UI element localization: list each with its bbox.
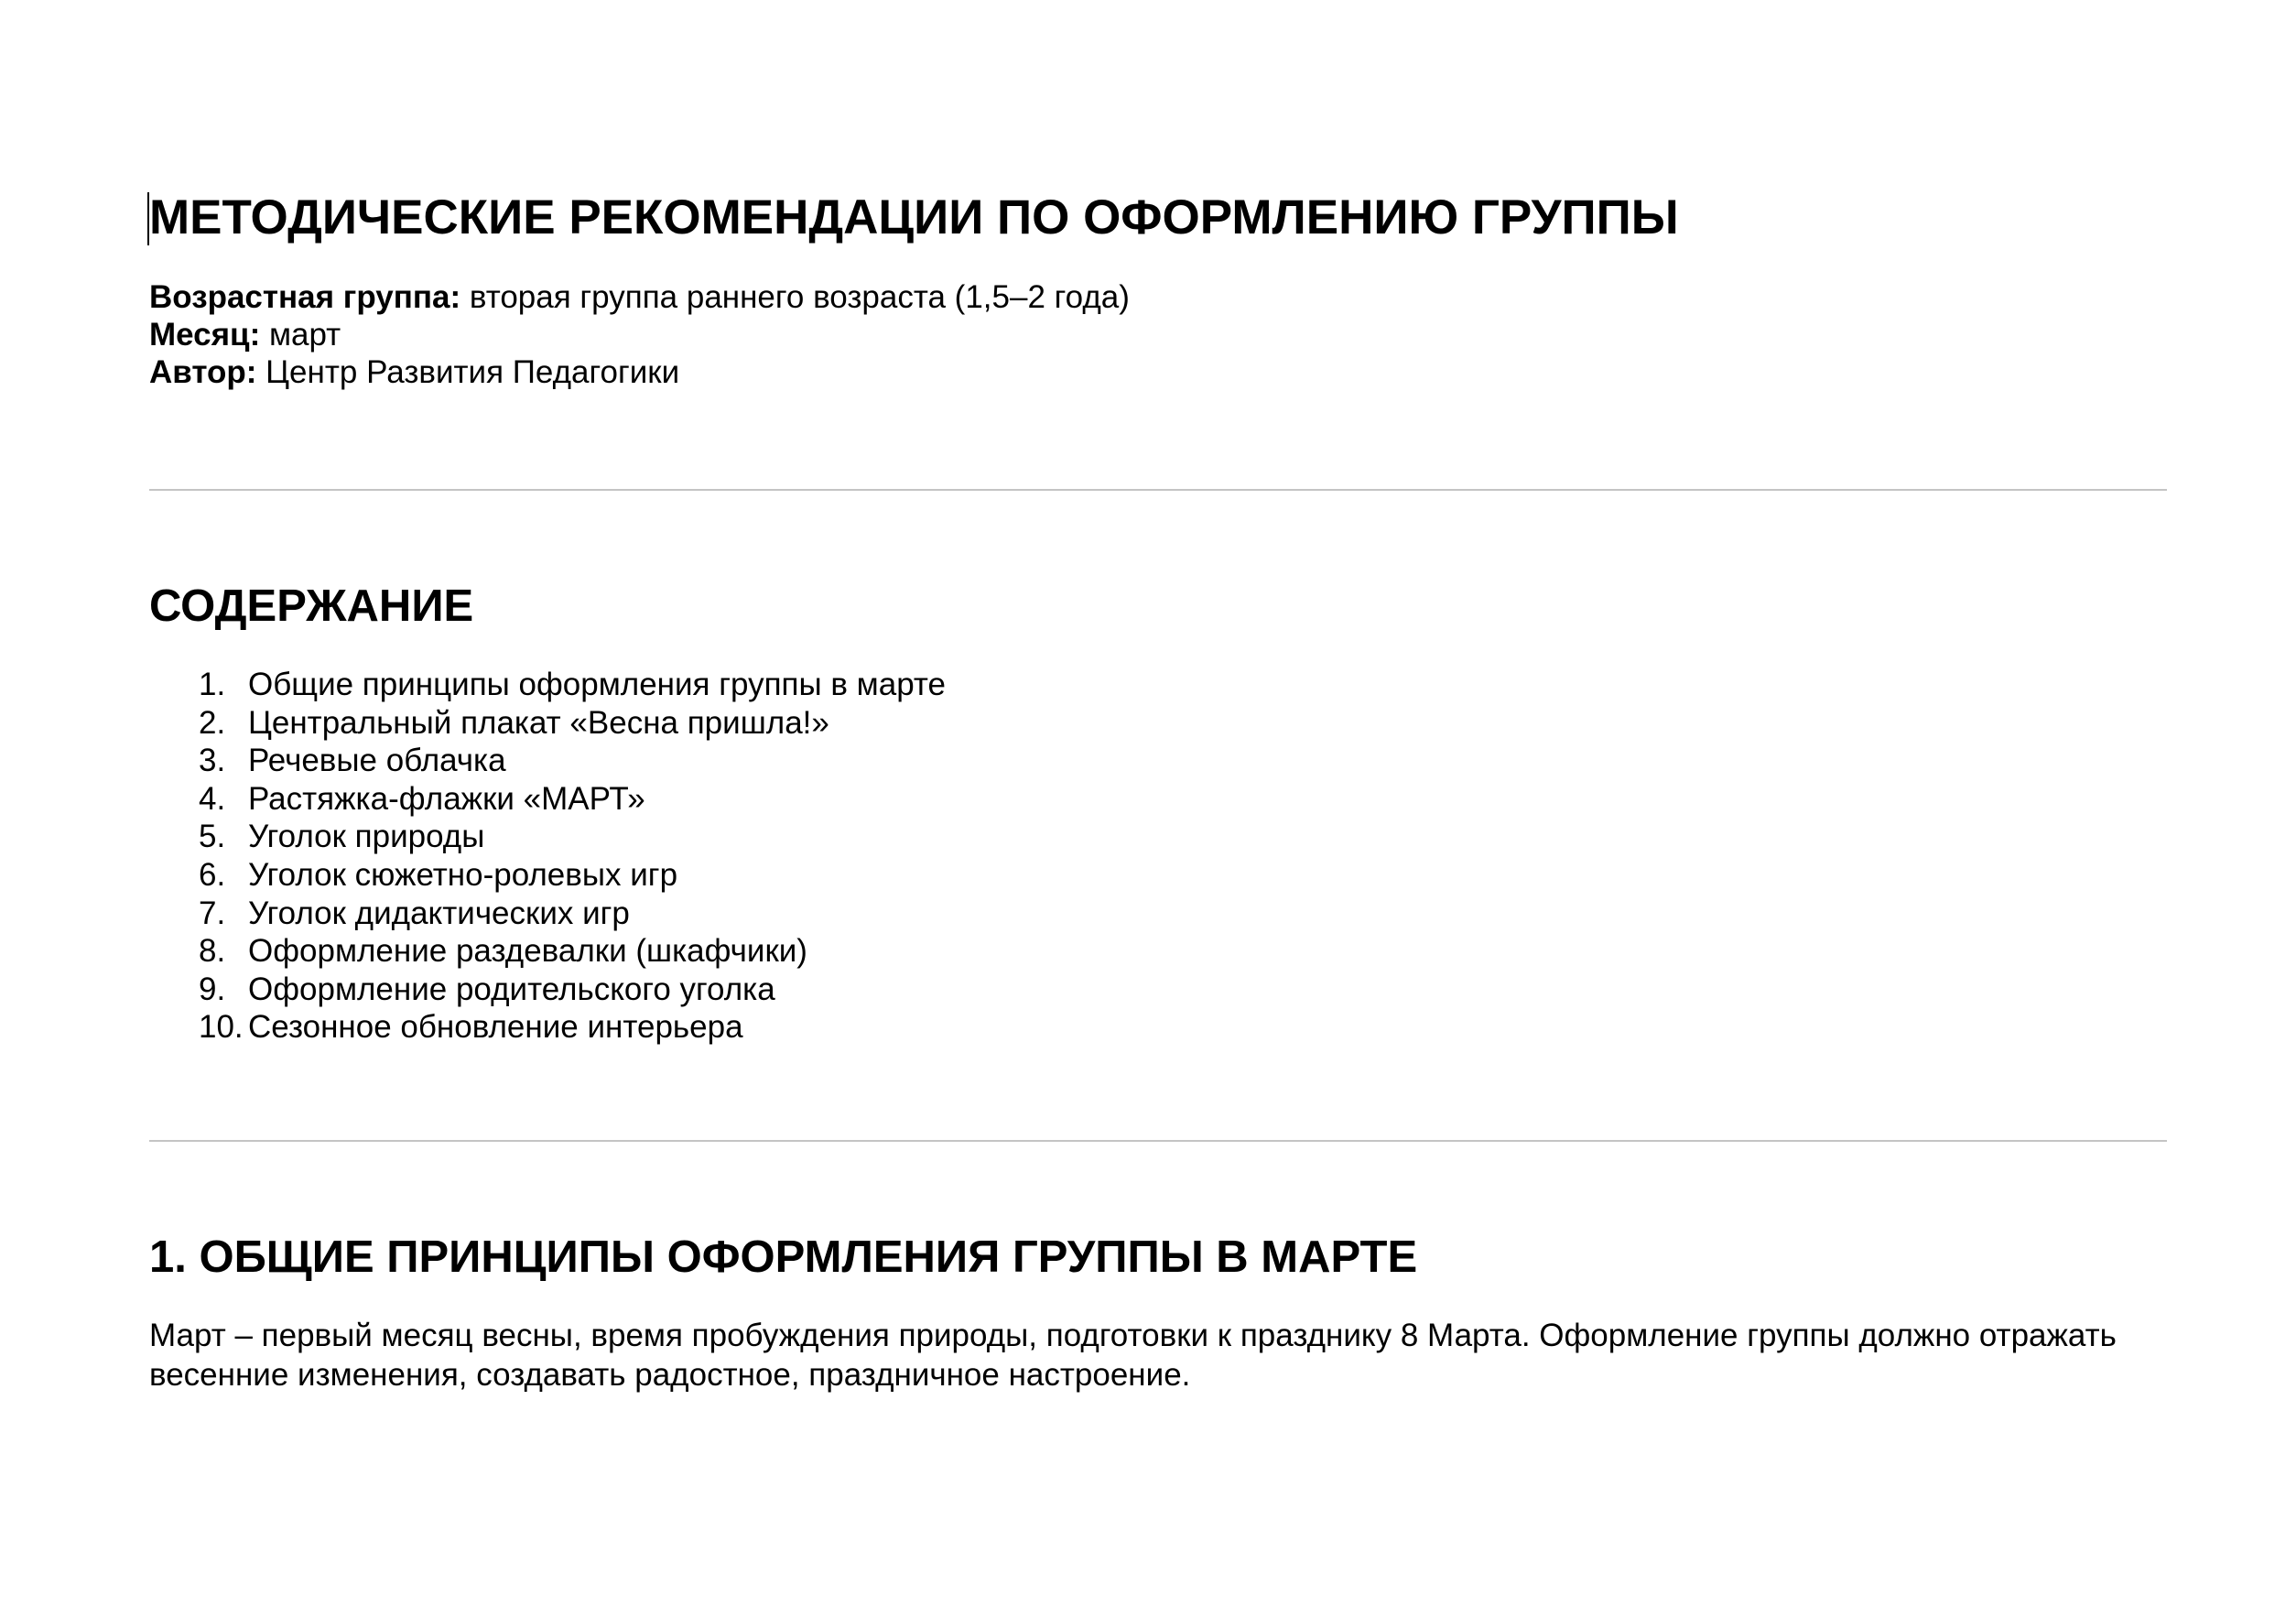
list-item-text: Оформление раздевалки (шкафчики) <box>248 933 807 970</box>
list-number-text: 9. <box>199 971 226 1007</box>
list-item-text: Уголок дидактических игр <box>248 895 630 931</box>
list-number <box>149 742 248 780</box>
meta-month[interactable] <box>149 316 1130 353</box>
meta-age-group[interactable] <box>149 278 1130 316</box>
list-number <box>149 1008 248 1047</box>
meta-key: Автор: <box>149 354 257 390</box>
list-number <box>149 780 248 819</box>
list-number <box>149 704 248 743</box>
list-item[interactable] <box>149 666 946 704</box>
horizontal-rule <box>149 1140 2167 1142</box>
meta-value: март <box>260 317 341 353</box>
horizontal-rule <box>149 489 2167 491</box>
list-item[interactable] <box>149 780 946 819</box>
list-number-text: 4. <box>199 780 226 817</box>
section-paragraph[interactable]: Март – первый месяц весны, время пробуждения природы, подготовки к празднику 8 Марта. Оформление группы должно отражать весенние изменения, создавать радостное, праздничное настроение. <box>149 1318 2117 1393</box>
meta-value: Центр Развития Педагогики <box>256 354 680 390</box>
list-number-text: 6. <box>199 856 226 893</box>
list-item[interactable] <box>149 895 946 933</box>
list-number-text: 8. <box>199 933 226 970</box>
list-number <box>149 818 248 856</box>
list-number-text: 5. <box>199 819 226 855</box>
list-item-text: Уголок природы <box>248 819 485 855</box>
meta-value: вторая группа раннего возраста (1,5–2 года) <box>460 279 1130 315</box>
list-item-text: Оформление родительского уголка <box>248 971 775 1007</box>
list-number-text: 2. <box>199 704 226 741</box>
document-title[interactable]: МЕТОДИЧЕСКИЕ РЕКОМЕНДАЦИИ ПО ОФОРМЛЕНИЮ ГРУППЫ <box>149 190 1679 244</box>
list-number-text: 7. <box>199 895 226 931</box>
list-item-text: Сезонное обновление интерьера <box>248 1009 743 1046</box>
meta-key: Месяц: <box>149 317 261 353</box>
list-item-text: Общие принципы оформления группы в марте <box>248 667 947 702</box>
list-number <box>149 971 248 1009</box>
list-number <box>149 856 248 895</box>
list-item[interactable] <box>149 971 946 1009</box>
list-number <box>149 895 248 933</box>
document-meta <box>149 278 1130 391</box>
list-item[interactable] <box>149 704 946 743</box>
meta-author[interactable] <box>149 353 1130 391</box>
list-item[interactable] <box>149 856 946 895</box>
list-number-text: 10. <box>199 1009 244 1046</box>
list-item-text: Центральный плакат «Весна пришла!» <box>248 704 829 741</box>
list-item-text: Уголок сюжетно-ролевых игр <box>248 856 678 893</box>
meta-key: Возрастная группа: <box>149 279 461 315</box>
toc-list <box>149 666 946 1047</box>
list-item-text: Речевые облачка <box>248 743 506 779</box>
list-number <box>149 932 248 971</box>
list-item-text: Растяжка-флажки «МАРТ» <box>248 780 645 817</box>
toc-heading[interactable]: СОДЕРЖАНИЕ <box>149 581 474 631</box>
list-item[interactable] <box>149 818 946 856</box>
section-heading[interactable]: 1. ОБЩИЕ ПРИНЦИПЫ ОФОРМЛЕНИЯ ГРУППЫ В МАРТЕ <box>149 1232 1418 1282</box>
list-item[interactable] <box>149 742 946 780</box>
list-number-text: 3. <box>199 743 226 779</box>
list-number <box>149 666 248 704</box>
list-item[interactable] <box>149 1008 946 1047</box>
list-number-text: 1. <box>199 667 226 702</box>
list-item[interactable] <box>149 932 946 971</box>
